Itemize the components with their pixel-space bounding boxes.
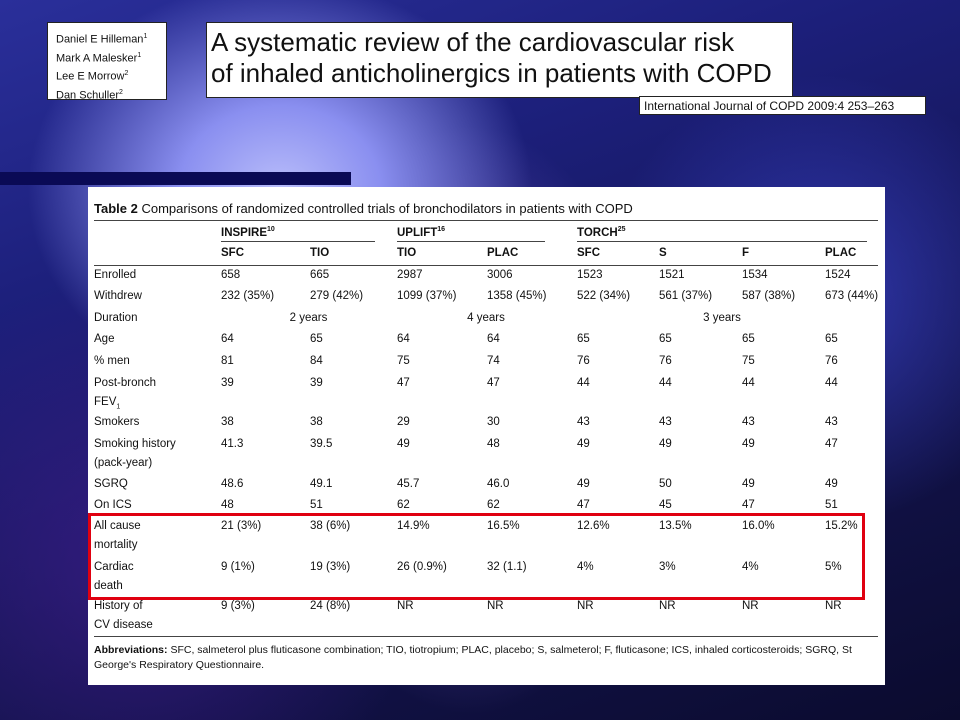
table-cell: 64 [487,333,500,345]
group-header [221,220,275,243]
table-cell: 64 [397,333,410,345]
table-cell: 13.5% [659,520,692,532]
table-cell: 39.5 [310,438,333,450]
abbreviations-label: Abbreviations: [94,644,168,656]
table-cell: 49 [397,438,410,450]
table-cell: 232 (35%) [221,290,275,302]
author-affiliation: 2 [124,70,129,78]
table-cell: 1523 [577,269,603,281]
author-name [56,66,158,85]
table-cell: 12.6% [577,520,610,532]
authors-box [47,22,167,100]
column-header: SFC [221,247,244,259]
group-reference: 25 [617,226,626,233]
table-cell: 38 [221,416,234,428]
table-top-rule [94,220,878,221]
table-cell: 65 [577,333,590,345]
table-cell: 38 (6%) [310,520,351,532]
table-cell: 75 [397,355,410,367]
table-cell: 3% [659,561,676,573]
row-label-second-line: (pack-year) [94,457,153,469]
table-cell: NR [742,600,759,612]
table-cell: 38 [310,416,323,428]
row-label-second-line: $FEV_1$ [94,396,121,411]
column-header: PLAC [825,247,857,259]
table-cell: 29 [397,416,410,428]
author-name [56,29,158,48]
group-name: INSPIRE [221,226,268,239]
table-cell: 1524 [825,269,851,281]
table-cell: 4% [577,561,594,573]
table-cell: 1534 [742,269,768,281]
table-cell: 26 (0.9%) [397,561,447,573]
group-name: TORCH [577,226,618,239]
table-cell: 44 [577,377,590,389]
table-cell: 49 [742,438,755,450]
column-header: F [742,247,750,259]
table-cell-span: 3 years [703,312,741,324]
row-label: % men [94,355,130,367]
table-cell: 9 (1%) [221,561,255,573]
paper-title-line-1: A systematic review of the cardiovascular risk [211,27,735,57]
table-cell: 43 [742,416,755,428]
table-cell: 76 [825,355,838,367]
column-header: TIO [397,247,417,259]
table-cell: 65 [825,333,838,345]
table-cell: 62 [487,499,500,511]
table-cell: 84 [310,355,323,367]
row-label: All cause [94,520,141,532]
table-cell: 21 (3%) [221,520,262,532]
table-cell: 522 (34%) [577,290,631,302]
table-cell: 1358 (45%) [487,290,547,302]
paper-title-line-2: of inhaled anticholinergics in patients with COPD [211,58,772,88]
row-label-second-line: CV disease [94,619,153,631]
row-label: Withdrew [94,290,142,302]
table-cell: 62 [397,499,410,511]
group-header [577,220,625,243]
table-cell: 81 [221,355,234,367]
author-name-text: Lee E Morrow [56,70,125,83]
table-cell: 39 [310,377,323,389]
row-label-second-line: death [94,580,123,592]
table-cell: 50 [659,478,672,490]
table-cell: 279 (42%) [310,290,364,302]
table-cell: 44 [742,377,755,389]
row-label: Smokers [94,416,140,428]
row-label: Age [94,333,115,345]
row-label-second-line: mortality [94,539,138,551]
row-label: SGRQ [94,478,128,490]
table-cell: 9 (3%) [221,600,255,612]
row-label: Smoking history [94,438,176,450]
abbreviations-note [94,643,878,673]
table-bottom-rule [94,636,878,637]
table-cell: 48 [221,499,234,511]
column-header: TIO [310,247,330,259]
table-cell: 16.0% [742,520,775,532]
table-cell: 587 (38%) [742,290,796,302]
row-label: On ICS [94,499,132,511]
table-cell: 658 [221,269,241,281]
table-cell: 49 [577,438,590,450]
table-cell: 47 [577,499,590,511]
author-name-text: Mark A Malesker [56,52,138,65]
author-name [56,85,158,104]
table-cell: 47 [742,499,755,511]
table-cell: 47 [825,438,838,450]
table-cell: NR [577,600,594,612]
journal-citation: International Journal of COPD 2009:4 253–263 [639,96,926,115]
row-label: Duration [94,312,138,324]
table-cell: 30 [487,416,500,428]
table-cell: 75 [742,355,755,367]
table-cell: 3006 [487,269,513,281]
table-cell: 673 (44%) [825,290,879,302]
group-reference: 16 [437,226,446,233]
table-caption-label: Table 2 [94,201,138,216]
table-cell: 665 [310,269,330,281]
table-cell: 1521 [659,269,685,281]
row-label: Post-bronch [94,377,157,389]
row-label: Enrolled [94,269,137,281]
table-panel [88,187,885,685]
group-underline [397,241,545,242]
author-name-text: Dan Schuller [56,89,119,102]
author-name [56,48,158,67]
row-label: History of [94,600,143,612]
abbreviations-text: SFC, salmeterol plus fluticasone combination; TIO, tiotropium; PLAC, placebo; S, salmeterol; F, fluticasone; ICS, inhaled corticosteroids; SGRQ, St George's Respiratory Questionnaire. [94,644,852,671]
group-header [397,220,445,243]
table-cell: 76 [577,355,590,367]
table-cell: 49 [825,478,838,490]
author-affiliation: 1 [143,33,148,40]
table-cell: 65 [310,333,323,345]
column-header: SFC [577,247,600,259]
column-header: S [659,247,667,259]
table-cell: 1099 (37%) [397,290,457,302]
row-label: Cardiac [94,561,134,573]
author-affiliation: 2 [118,88,123,96]
table-cell-span: 4 years [467,312,505,324]
group-underline [577,241,867,242]
table-cell: 19 (3%) [310,561,351,573]
table-cell: 76 [659,355,672,367]
table-cell: 43 [577,416,590,428]
table-cell: 15.2% [825,520,858,532]
table-cell: 45 [659,499,672,511]
table-cell: 49 [659,438,672,450]
table-cell: 51 [825,499,838,511]
table-cell: NR [659,600,676,612]
table-cell: 2987 [397,269,423,281]
table-cell: 45.7 [397,478,420,490]
author-name-text: Daniel E Hilleman [56,33,144,46]
table-cell: 14.9% [397,520,430,532]
table-cell: 64 [221,333,234,345]
table-cell: 51 [310,499,323,511]
table-cell: 4% [742,561,759,573]
table-cell: 46.0 [487,478,510,490]
table-cell: 49.1 [310,478,333,490]
table-cell: 48 [487,438,500,450]
row-label-subscript: 1 [116,403,121,411]
table-cell: 49 [577,478,590,490]
table-caption-text: Comparisons of randomized controlled trials of bronchodilators in patients with COPD [141,201,633,216]
paper-title-box [206,22,793,98]
table-caption [94,201,633,216]
table-cell: NR [487,600,504,612]
table-cell: 47 [487,377,500,389]
table-cell: 43 [825,416,838,428]
column-header: PLAC [487,247,519,259]
table-cell: 74 [487,355,500,367]
table-cell: 561 (37%) [659,290,713,302]
group-reference: 10 [267,226,275,233]
table-cell: 47 [397,377,410,389]
table-cell: 44 [825,377,838,389]
table-cell: 48.6 [221,478,244,490]
table-cell: 65 [659,333,672,345]
decorative-bar [0,172,351,185]
table-cell: 41.3 [221,438,244,450]
table-cell-span: 2 years [289,312,328,324]
table-cell: NR [397,600,414,612]
table-cell: NR [825,600,842,612]
table-cell: 16.5% [487,520,520,532]
table-cell: 49 [742,478,755,490]
table-cell: 39 [221,377,234,389]
table-cell: 44 [659,377,672,389]
author-affiliation: 1 [137,51,142,59]
table-cell: 32 (1.1) [487,561,527,573]
group-underline [221,241,375,242]
group-name: UPLIFT [397,226,438,239]
highlight-box [88,513,865,600]
table-cell: 65 [742,333,755,345]
table-cell: 5% [825,561,842,573]
table-cell: 24 (8%) [310,600,351,612]
table-cell: 43 [659,416,672,428]
